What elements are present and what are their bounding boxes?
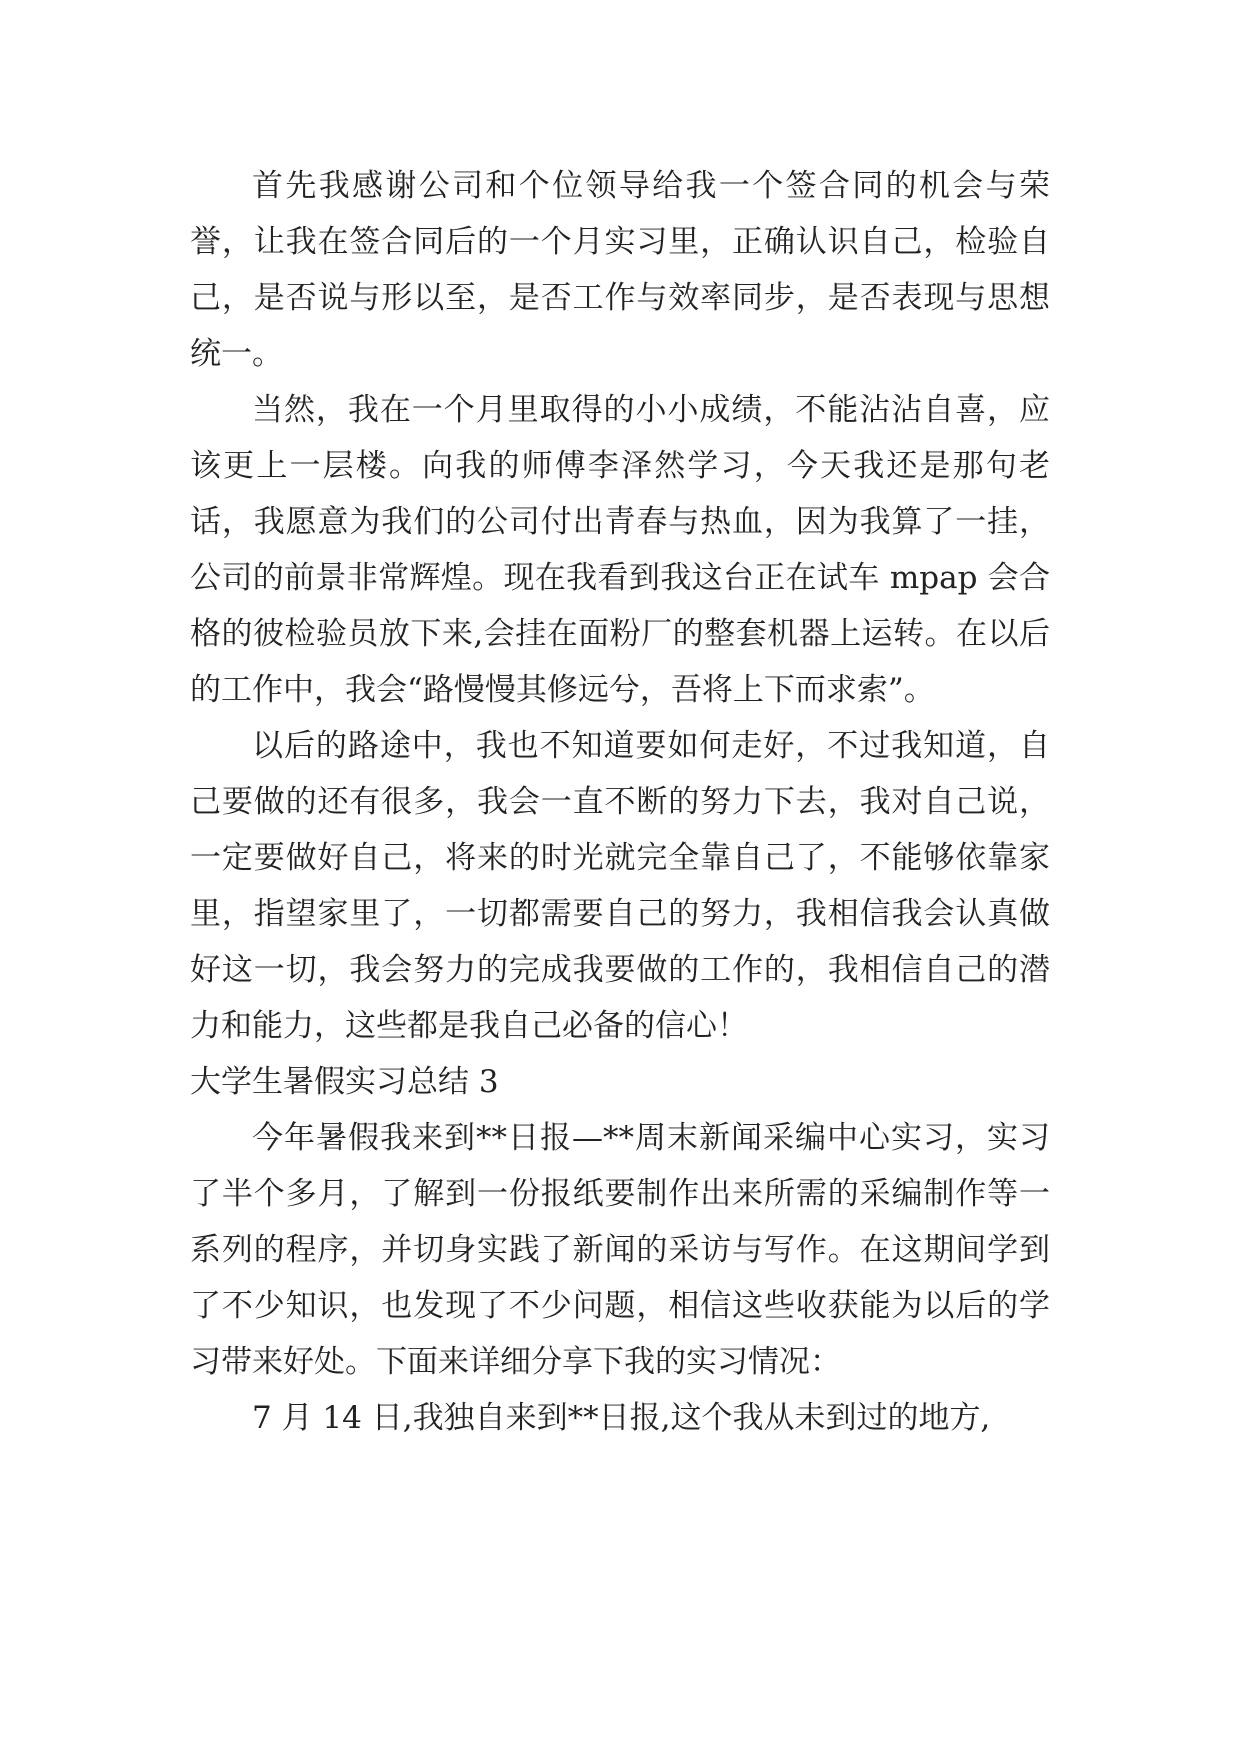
paragraph-achievements: 当然，我在一个月里取得的小小成绩，不能沾沾自喜，应该更上一层楼。向我的师傅李泽然学习，今天我还是那句老话，我愿意为我们的公司付出青春与热血，因为我算了一挂，公司的前景非常辉煌。现在我看到我这台正在试车 mpap 会合格的彼检验员放下来,会挂在面粉厂的整套机器上运转。在以后的工作中，我会“路慢慢其修远兮，吾将上下而求索”。 — [190, 392, 1050, 708]
paragraph-future-path: 以后的路途中，我也不知道要如何走好，不过我知道，自己要做的还有很多，我会一直不断的努力下去，我对自己说，一定要做好自己，将来的时光就完全靠自己了，不能够依靠家里，指望家里了，一切都需要自己的努力，我相信我会认真做好这一切，我会努力的完成我要做的工作的，我相信自己的潜力和能力，这些都是我自己必备的信心！ — [190, 728, 1050, 1044]
section-heading: 大学生暑假实习总结 3 — [190, 1064, 499, 1100]
paragraph-contract-thanks: 首先我感谢公司和个位领导给我一个签合同的机会与荣誉，让我在签合同后的一个月实习里，正确认识自己，检验自己，是否说与形以至，是否工作与效率同步，是否表现与思想统一。 — [190, 168, 1050, 372]
paragraph-arrival-date: 7 月 14 日,我独自来到**日报,这个我从未到过的地方, — [252, 1400, 991, 1436]
paragraph-internship-intro: 今年暑假我来到**日报—**周末新闻采编中心实习，实习了半个多月，了解到一份报纸要制作出来所需的采编制作等一系列的程序，并切身实践了新闻的采访与写作。在这期间学到了不少知识，也发现了不少问题，相信这些收获能为以后的学习带来好处。下面来详细分享下我的实习情况： — [190, 1120, 1050, 1380]
document-body — [190, 158, 1050, 1446]
